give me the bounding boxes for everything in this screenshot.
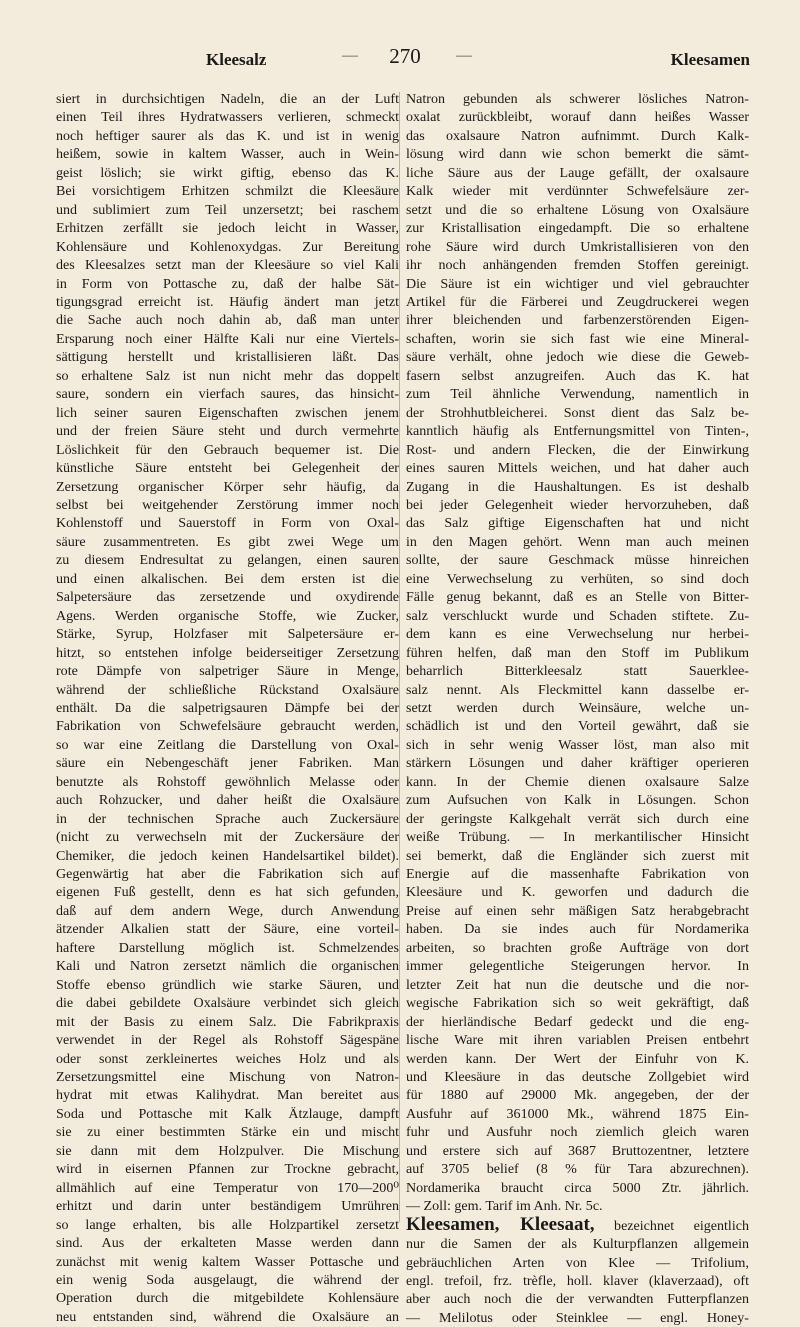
text-line: bei jeder Gelegenheit wieder hervorzuheben, daß: [406, 496, 749, 513]
text-line: salz nennt. Als Fleckmittel kann dasselbe er-: [406, 681, 749, 698]
text-line: zur Kristallisation eingedampft. Die so erhaltene: [406, 220, 749, 237]
text-line: und der freien Säure steht und durch vermehrte: [56, 423, 399, 440]
text-line: Erhitzen zerfällt sie jedoch leicht in Wasser,: [56, 220, 399, 237]
text-line: Zugang in die Haushaltungen. Es ist deshalb: [406, 478, 749, 495]
dictionary-entry-kleesamen: [406, 1213, 749, 1327]
text-line: enthält. Da die salpetrigsauren Dämpfe bei der: [56, 699, 399, 716]
text-line: — Zoll: gem. Tarif im Anh. Nr. 5c.: [406, 1198, 603, 1215]
text-line: erhitzt und darin unter beständigem Umrühren: [56, 1198, 399, 1215]
text-line: des Kleesalzes setzt man der Kleesäure so viel Kali: [56, 257, 399, 274]
text-line: fasern selbst anzugreifen. Auch das K. hat: [406, 367, 749, 384]
text-line: oxalat zurückbleibt, worauf dann heißes Wasser: [406, 109, 749, 126]
header-left-keyword: Kleesalz: [206, 50, 267, 69]
column-divider: [399, 92, 400, 1222]
text-line: Operation durch die mitgebildete Kohlensäure: [56, 1290, 399, 1307]
text-line: und erstere sich auf 3687 Bruttozentner, letztere: [406, 1142, 749, 1159]
text-line: lische Ware mit ihren variablen Preisen entbehrt: [406, 1032, 749, 1049]
text-line: Löslichkeit für den Gebrauch bequemer ist. Die: [56, 441, 399, 458]
text-line: schaften, worin sie sich fast wie eine Mineral-: [406, 330, 749, 347]
text-line: dem kann es eine Verwechselung nur herbei-: [406, 626, 749, 643]
text-line: wegische Fabrikation sich so weit gekräftigt, daß: [406, 995, 749, 1012]
left-text-column: [56, 90, 399, 1326]
page-number: 270: [389, 44, 421, 68]
text-line: die dabei gebildete Oxalsäure verbindet sich gleich: [56, 995, 399, 1012]
text-line: salz verschluckt wurde und Schaden stiftete. Zu-: [406, 607, 749, 624]
text-line: Soda und Pottasche mit Kalk Ätzlauge, dampft: [56, 1105, 399, 1122]
text-line: auch Rohzucker, und daher heißt die Oxalsäure: [56, 792, 399, 809]
text-line: werden kann. Der Wert der Einfuhr von K.: [406, 1050, 749, 1067]
text-line: das oxalsaure Natron aufnimmt. Durch Kalk-: [406, 127, 749, 144]
text-line: weiße Trübung. — In merkantilischer Hinsicht: [406, 829, 749, 846]
text-line: und einen alkalischen. Bei dem ersten ist die: [56, 570, 399, 587]
text-line: Ausfuhr auf 361000 Mk., während 1875 Ein-: [406, 1105, 749, 1122]
text-line: zum Teil ähnliche Verwendung, namentlich in: [406, 386, 749, 403]
text-line: zu diesem Endresultat zu gelangen, einen sauren: [56, 552, 399, 569]
text-line: Stoffe ebenso gründlich wie starke Säuren, und: [56, 976, 399, 993]
text-line: mit der Basis zu einem Salz. Die Fabrikpraxis: [56, 1013, 399, 1030]
text-line: in der technischen Sprache auch Zuckersäure: [56, 810, 399, 827]
text-line: (nicht zu verwechseln mit der Zuckersäure der: [56, 829, 399, 846]
text-line: während der schließliche Rückstand Oxalsäure: [56, 681, 399, 698]
text-line: fuhr und Ausfuhr noch ziemlich gleich waren: [406, 1124, 749, 1141]
text-line: für 1880 auf 29000 Mk. angegeben, der der: [406, 1087, 749, 1104]
text-line: sei bemerkt, daß die Engländer sich zuerst mit: [406, 847, 749, 864]
text-line: die Sache auch noch dahin ab, daß man unter: [56, 312, 399, 329]
text-line: verwendet in der Regel als Rohstoff Sägespäne: [56, 1032, 399, 1049]
text-line: liche Säure aus der Lauge gefällt, der oxalsaure: [406, 164, 749, 181]
text-line: Kalk wieder mit verdünnter Schwefelsäure zer-: [406, 183, 749, 200]
text-line: rohe Säure wird durch Umkristallisieren von den: [406, 238, 749, 255]
text-line: daß auf dem andern Wege, durch Anwendung: [56, 902, 399, 919]
text-line: noch heftiger saurer als das K. und ist in wenig: [56, 127, 399, 144]
text-line: selbst bei weitgehender Zerstörung immer noch: [56, 496, 399, 513]
entry-line: bezeichnet eigentlich: [594, 1217, 749, 1234]
text-line: benutzte als Rohstoff gewöhnlich Melasse oder: [56, 773, 399, 790]
text-line: beharrlich Bitterkleesalz statt Sauerklee-: [406, 663, 749, 680]
text-line: der hierländische Bedarf gedeckt und die eng-: [406, 1013, 749, 1030]
header-dash-right: —: [456, 47, 472, 64]
text-line: in den Magen gehört. Wenn man auch meinen: [406, 533, 749, 550]
text-line: künstliche Säure entsteht bei Gelegenheit der: [56, 460, 399, 477]
text-line: lösung wird dann wie schon bemerkt die sämt-: [406, 146, 749, 163]
text-line: ein wenig Soda ausgelaugt, die während der: [56, 1272, 399, 1288]
text-line: Natron gebunden als schwerer lösliches Natron-: [406, 91, 749, 107]
text-line: sollte, der saure Geschmack müsse hinreichen: [406, 552, 749, 569]
text-line: sättigung herstellt und kristallisieren läßt. Das: [56, 349, 399, 366]
text-line: so war eine Zeitlang die Darstellung von Oxal-: [56, 736, 399, 753]
text-line: sich in sehr wenig Wasser löst, man also mit: [406, 736, 749, 753]
text-line: heißem, sowie in kaltem Wasser, auch in Wein-: [56, 146, 399, 163]
text-line: Zersetzung organischer Körper sehr häufig, da: [56, 478, 399, 495]
text-line: führen helfen, daß man den Stoff im Publikum: [406, 644, 749, 661]
text-line: sie zu einer bestimmten Stärke ein und mischt: [56, 1124, 399, 1141]
text-line: stärkern Lösungen und daher kräftiger operieren: [406, 755, 749, 772]
text-line: hitzt, so entstehen infolge beiderseitiger Zersetzung: [56, 644, 399, 661]
text-line: oder sonst zerkleinertes weiches Holz und als: [56, 1050, 399, 1067]
text-line: einen Teil ihres Hydratwassers verlieren, schmeckt: [56, 109, 399, 126]
text-line: Die Säure ist ein wichtiger und viel gebrauchter: [406, 275, 749, 292]
text-line: säure ein Nebengeschäft jener Fabriken. Man: [56, 755, 399, 772]
text-line: tigungsgrad erreicht ist. Häufig ändert man jetzt: [56, 293, 399, 310]
text-line: zum Aufsuchen von Kalk in Lösungen. Schon: [406, 792, 749, 809]
entry-line: aber auch noch die der verwandten Futterpflanzen: [406, 1291, 749, 1308]
text-line: arbeiten, so brachten große Aufträge von dort: [406, 939, 749, 956]
text-line: Agens. Werden organische Stoffe, wie Zucker,: [56, 607, 399, 624]
text-line: allmählich auf eine Temperatur von 170—200⁰: [56, 1179, 399, 1196]
text-line: der Strohhutbleicherei. Sonst dient das Salz be-: [406, 404, 749, 421]
text-line: Stärke, Syrup, Holzfaser mit Salpetersäure er-: [56, 626, 399, 643]
text-line: Kleesäure und K. geworfen und dadurch die: [406, 884, 749, 901]
text-line: Kali und Natron zersetzt nämlich die organischen: [56, 958, 399, 975]
text-line: Fabrikation von Schwefelsäure gebraucht werden,: [56, 718, 399, 735]
text-line: Kohlenstoff und Sauerstoff in Form von Oxal-: [56, 515, 399, 532]
text-line: Bei vorsichtigem Erhitzen schmilzt die Kleesäure: [56, 183, 399, 200]
header-right-keyword: Kleesamen: [670, 50, 750, 69]
text-line: ätzender Alkalien statt der Säure, eine vorteil-: [56, 921, 399, 938]
text-line: säure zusammentreten. Es gibt zwei Wege um: [56, 533, 399, 550]
text-line: Chemiker, die jedoch keinen Handelsartikel bildet).: [56, 847, 399, 864]
text-line: siert in durchsichtigen Nadeln, die an der Luft: [56, 91, 399, 107]
text-line: rote Dämpfe von salpetriger Säure in Menge,: [56, 663, 399, 680]
text-line: neu entstanden sind, während die Oxalsäure an: [56, 1308, 399, 1325]
text-line: und Kleesäure in das deutsche Zollgebiet wird: [406, 1069, 749, 1086]
text-line: ihr noch anhängenden fremden Stoffen gereinigt.: [406, 257, 749, 274]
text-line: kann. In der Chemie dienen oxalsaure Salze: [406, 773, 749, 790]
entry-first-line: [406, 1213, 749, 1235]
text-line: Energie auf die massenhafte Fabrikation von: [406, 866, 749, 883]
text-line: Rost- und andern Flecken, die der Einwirkung: [406, 441, 749, 458]
text-line: so lange erhalten, bis alle Holzpartikel zersetzt: [56, 1216, 399, 1233]
text-line: haftere Darstellung möglich ist. Schmelzendes: [56, 939, 399, 956]
text-line: in Form von Pottasche zu, daß der halbe Sät-: [56, 275, 399, 292]
text-line: saure, sondern ein vierfach saures, das hinsicht-: [56, 386, 399, 403]
text-line: kanntlich häufig als Entfernungsmittel von Tinten-,: [406, 423, 749, 440]
text-line: immer gelegentliche Steigerungen hervor. In: [406, 958, 749, 975]
text-line: der geringste Kalkgehalt verrät sich durch eine: [406, 810, 749, 827]
text-line: hydrat mit etwas Kalihydrat. Man bereitet aus: [56, 1087, 399, 1104]
text-line: und sublimiert zum Teil unzersetzt; bei raschem: [56, 201, 399, 218]
text-line: geist löslich; sie wirkt giftig, ebenso das K.: [56, 164, 399, 181]
text-line: Preise auf einen sehr mäßigen Satz herabgebracht: [406, 902, 749, 919]
text-line: Kohlensäure und Kohlenoxydgas. Zur Bereitung: [56, 238, 399, 255]
text-line: schädlich ist und den Vorteil gewährt, daß sie: [406, 718, 749, 735]
entry-line: — Melilotus oder Steinklee — engl. Honey-: [406, 1309, 749, 1326]
text-line: Zersetzungsmittel eine Mischung von Natron-: [56, 1069, 399, 1086]
text-line: Gegenwärtig hat aber die Fabrikation sich auf: [56, 866, 399, 883]
header-dash-left: —: [342, 47, 358, 64]
text-line: haben. Da sie indes auch für Nordamerika: [406, 921, 749, 938]
text-line: eine Verwechselung zu verhüten, so sind doch: [406, 570, 749, 587]
entry-headword: Kleesamen, Kleesaat,: [406, 1213, 595, 1235]
entry-line: nur die Samen der als Kulturpflanzen allgemein: [406, 1236, 749, 1253]
right-text-column: [406, 90, 749, 1327]
text-line: lich seiner sauren Eigenschaften zwischen jenem: [56, 404, 399, 421]
text-line: sind. Aus der erkalteten Masse werden dann: [56, 1235, 399, 1252]
text-line: säure verhält, ohne jedoch wie diese die Geweb-: [406, 349, 749, 366]
text-line: auf 3705 belief (8 % für Tara abzurechnen).: [406, 1161, 749, 1178]
text-line: Nordamerika braucht circa 5000 Ztr. jährlich.: [406, 1179, 749, 1196]
text-line: letzter Zeit hat nun die deutsche und die nor-: [406, 976, 749, 993]
text-line: Ersparung noch einer Hälfte Kali nur eine Viertels-: [56, 330, 399, 347]
text-line: zunächst mit wenig kaltem Wasser Pottasche und: [56, 1253, 399, 1270]
text-line: setzt und die so erhaltene Lösung von Oxalsäure: [406, 201, 749, 218]
text-line: Fälle genug bekannt, daß es an Stelle von Bitter-: [406, 589, 749, 606]
text-line: setzt werden durch Weinsäure, welche un-: [406, 699, 749, 716]
text-line: eigenen Fuß gestellt, denn es hat sich gefunden,: [56, 884, 399, 901]
text-line: ihrer bleichenden und farbenzerstörenden Eigen-: [406, 312, 749, 329]
text-line: Salpetersäure das zersetzende und oxydirende: [56, 589, 399, 606]
text-line: wird in eisernen Pfannen zur Trockne gebracht,: [56, 1161, 399, 1178]
text-line: Artikel für die Färberei und Zeugdruckerei wegen: [406, 293, 749, 310]
text-line: so erhaltene Salz ist nun nicht mehr das doppelt: [56, 367, 399, 384]
entry-line: gebräuchlichen Arten von Klee — Trifolium,: [406, 1254, 749, 1271]
entry-line: engl. trefoil, frz. trèfle, holl. klaver (klaverzaad), oft: [406, 1273, 749, 1289]
text-line: sie dann mit dem Holzpulver. Die Mischung: [56, 1142, 399, 1159]
text-line: eines sauren Mittels weichen, und hat daher auch: [406, 460, 749, 477]
running-header: [60, 44, 750, 76]
text-line: das Salz giftige Eigenschaften hat und nicht: [406, 515, 749, 532]
